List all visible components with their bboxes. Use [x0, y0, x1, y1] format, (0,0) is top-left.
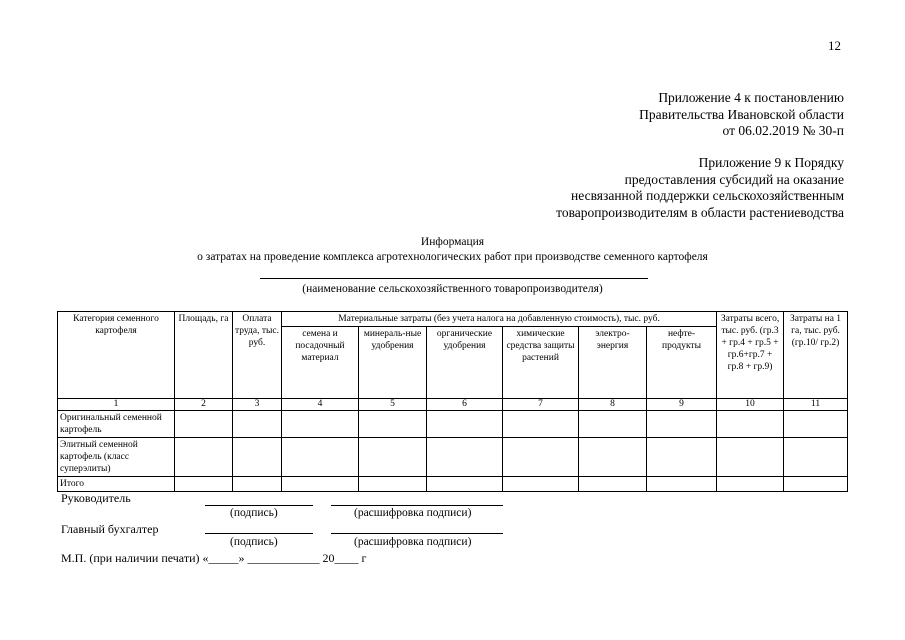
- column-number: 4: [282, 399, 359, 411]
- director-decode-caption: (расшифровка подписи): [354, 507, 472, 519]
- table-cell: [579, 438, 647, 477]
- page-number: 12: [828, 38, 841, 53]
- header-per-ha: Затраты на 1 га, тыс. руб. (гр.10/ гр.2): [784, 312, 848, 399]
- table-cell: [784, 411, 848, 438]
- column-number: 10: [717, 399, 784, 411]
- table-cell: [503, 411, 579, 438]
- director-label: Руководитель: [61, 491, 131, 505]
- appendix-4-line2: Правительства Ивановской области: [639, 106, 844, 122]
- table-cell: [503, 438, 579, 477]
- accountant-decode-line: [331, 533, 503, 534]
- appendix-9-line3: несвязанной поддержки сельскохозяйственным: [571, 188, 844, 203]
- row-label-original: Оригинальный семенной картофель: [58, 411, 175, 438]
- table-cell: [175, 477, 233, 492]
- column-number: 11: [784, 399, 848, 411]
- table-cell: [233, 411, 282, 438]
- column-number: 8: [579, 399, 647, 411]
- table-cell: [427, 477, 503, 492]
- header-total: Затраты всего, тыс. руб. (гр.3 + гр.4 + гр.5 + гр.6+гр.7 + гр.8 + гр.9): [717, 312, 784, 399]
- table-row: [58, 438, 848, 477]
- table-cell: [647, 477, 717, 492]
- director-sign-line: [205, 505, 313, 506]
- costs-table: [57, 311, 848, 492]
- table-cell: [359, 411, 427, 438]
- header-material: Материальные затраты (без учета налога на добавленную стоимость), тыс. руб.: [282, 312, 717, 327]
- document-title: Информация: [420, 236, 485, 248]
- stamp-date-line: М.П. (при наличии печати) «_____» ____________ 20____ г: [61, 551, 367, 565]
- header-area: Площадь, га: [175, 312, 233, 399]
- table-cell: [503, 477, 579, 492]
- appendix-9-heading: [556, 155, 844, 221]
- table-cell: [175, 438, 233, 477]
- table-cell: [784, 438, 848, 477]
- table-cell: [579, 411, 647, 438]
- org-name-caption: (наименование сельскохозяйственного товаропроизводителя): [302, 283, 603, 295]
- accountant-label: Главный бухгалтер: [61, 522, 159, 536]
- column-number: 2: [175, 399, 233, 411]
- table-cell: [427, 438, 503, 477]
- table-cell: [717, 438, 784, 477]
- table-cell: [579, 477, 647, 492]
- header-category: Категория семенного картофеля: [58, 312, 175, 399]
- table-cell: [717, 411, 784, 438]
- header-seeds: семена и посадочный материал: [282, 327, 359, 399]
- director-decode-line: [331, 505, 503, 506]
- table-cell: [427, 411, 503, 438]
- column-number: 3: [233, 399, 282, 411]
- column-number: 7: [503, 399, 579, 411]
- table-cell: [233, 438, 282, 477]
- header-pay: Оплата труда, тыс. руб.: [233, 312, 282, 399]
- row-label-elite: Элитный семенной картофель (класс суперэлиты): [58, 438, 175, 477]
- appendix-4-heading: [639, 90, 844, 140]
- table-cell: [359, 438, 427, 477]
- header-mineral: минераль-ные удобрения: [359, 327, 427, 399]
- table-cell: [647, 438, 717, 477]
- document-subtitle: о затратах на проведение комплекса агротехнологических работ при производстве семенного картофеля: [197, 251, 708, 263]
- column-number: 9: [647, 399, 717, 411]
- appendix-9-line1: Приложение 9 к Порядку: [698, 155, 844, 170]
- table-cell: [359, 477, 427, 492]
- appendix-4-line1: Приложение 4 к постановлению: [658, 90, 844, 105]
- table-cell: [175, 411, 233, 438]
- accountant-decode-caption: (расшифровка подписи): [354, 536, 472, 548]
- header-chemical: химические средства защиты растений: [503, 327, 579, 399]
- table-row: [58, 411, 848, 438]
- row-label-total: Итого: [58, 477, 175, 492]
- column-numbers-row: [58, 399, 848, 411]
- header-electric: электро-энергия: [579, 327, 647, 399]
- table-cell: [647, 411, 717, 438]
- table-cell: [282, 477, 359, 492]
- appendix-4-line3: от 06.02.2019 № 30-п: [722, 123, 844, 138]
- director-sign-caption: (подпись): [230, 507, 278, 519]
- appendix-9-line4: товаропроизводителям в области растениеводства: [556, 204, 844, 220]
- header-oil: нефте-продукты: [647, 327, 717, 399]
- org-name-line: [260, 278, 648, 279]
- table-cell: [282, 411, 359, 438]
- accountant-sign-caption: (подпись): [230, 536, 278, 548]
- header-organic: органические удобрения: [427, 327, 503, 399]
- column-number: 5: [359, 399, 427, 411]
- table-cell: [784, 477, 848, 492]
- column-number: 1: [58, 399, 175, 411]
- table-row: [58, 477, 848, 492]
- table-cell: [233, 477, 282, 492]
- appendix-9-line2: предоставления субсидий на оказание: [624, 171, 844, 187]
- table-cell: [717, 477, 784, 492]
- column-number: 6: [427, 399, 503, 411]
- accountant-sign-line: [205, 533, 313, 534]
- table-cell: [282, 438, 359, 477]
